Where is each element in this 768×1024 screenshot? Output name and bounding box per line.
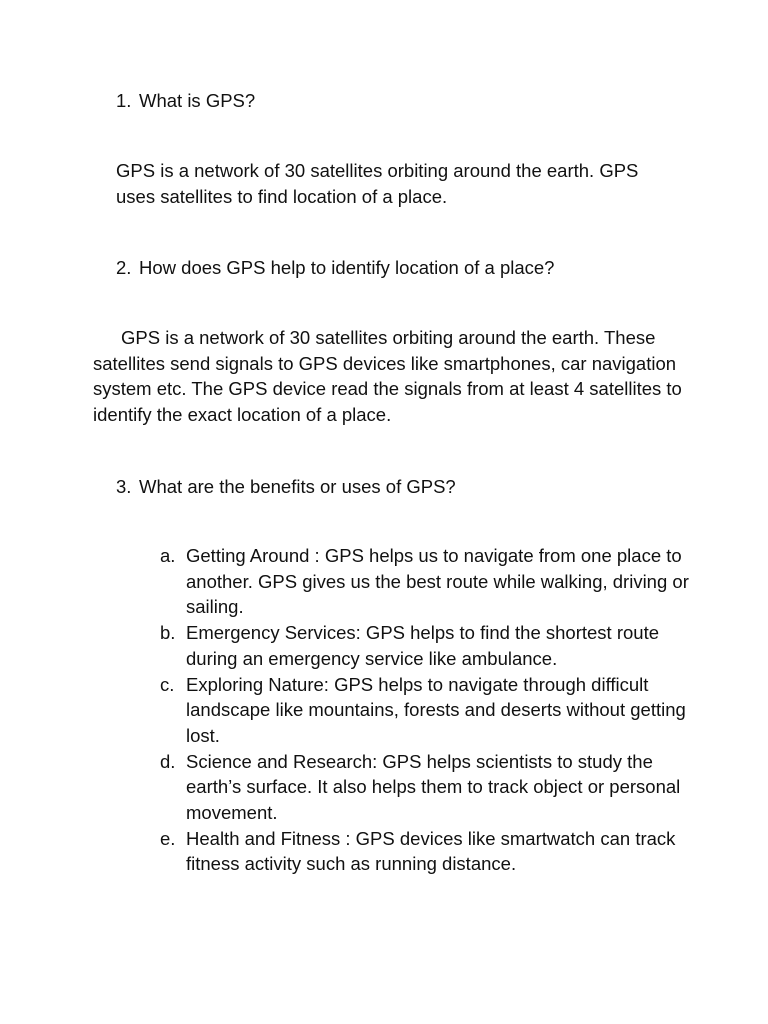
- list-marker: d.: [160, 750, 176, 772]
- list-item-text: Health and Fitness : GPS devices like smartwatch can track fitness activity such as running distance.: [186, 827, 676, 875]
- list-marker: e.: [160, 827, 176, 849]
- question-2: [116, 255, 696, 281]
- list-item-text: Emergency Services: GPS helps to find the shortest route during an emergency service like ambulance.: [186, 622, 660, 669]
- list-marker: a.: [160, 545, 176, 566]
- list-item: [160, 749, 690, 826]
- question-number: 1.: [116, 90, 132, 111]
- answer-2-paragraph: GPS is a network of 30 satellites orbiting around the earth. These satellites send signals to GPS devices like smartphones, car navigation system etc. The GPS device read the signals from at least 4 satellites to identify the exact location of a place.: [93, 327, 682, 426]
- list-marker: b.: [160, 622, 176, 644]
- question-number: 2.: [116, 257, 132, 278]
- list-item: [160, 672, 690, 749]
- question-text: How does GPS help to identify location of a place?: [139, 257, 555, 278]
- question-text: What is GPS?: [139, 90, 256, 111]
- list-marker: c.: [160, 673, 175, 695]
- question-3: [116, 474, 696, 500]
- list-item-text: Getting Around : GPS helps us to navigate from one place to another. GPS gives us the best route while walking, driving or sailing.: [186, 545, 689, 618]
- list-item: [160, 620, 690, 671]
- list-item-text: Exploring Nature: GPS helps to navigate through difficult landscape like mountains, forests and deserts without getting lost.: [186, 673, 686, 746]
- list-item-text: Science and Research: GPS helps scientists to study the earth’s surface. It also helps them to track object or personal movement.: [186, 750, 681, 824]
- list-item: [160, 543, 690, 620]
- benefits-list: [160, 543, 690, 877]
- answer-1-paragraph: GPS is a network of 30 satellites orbiting around the earth. GPS uses satellites to find location of a place.: [116, 160, 639, 207]
- list-item: [160, 826, 690, 877]
- question-text: What are the benefits or uses of GPS?: [139, 476, 456, 497]
- question-1: [116, 88, 696, 114]
- question-number: 3.: [116, 476, 132, 497]
